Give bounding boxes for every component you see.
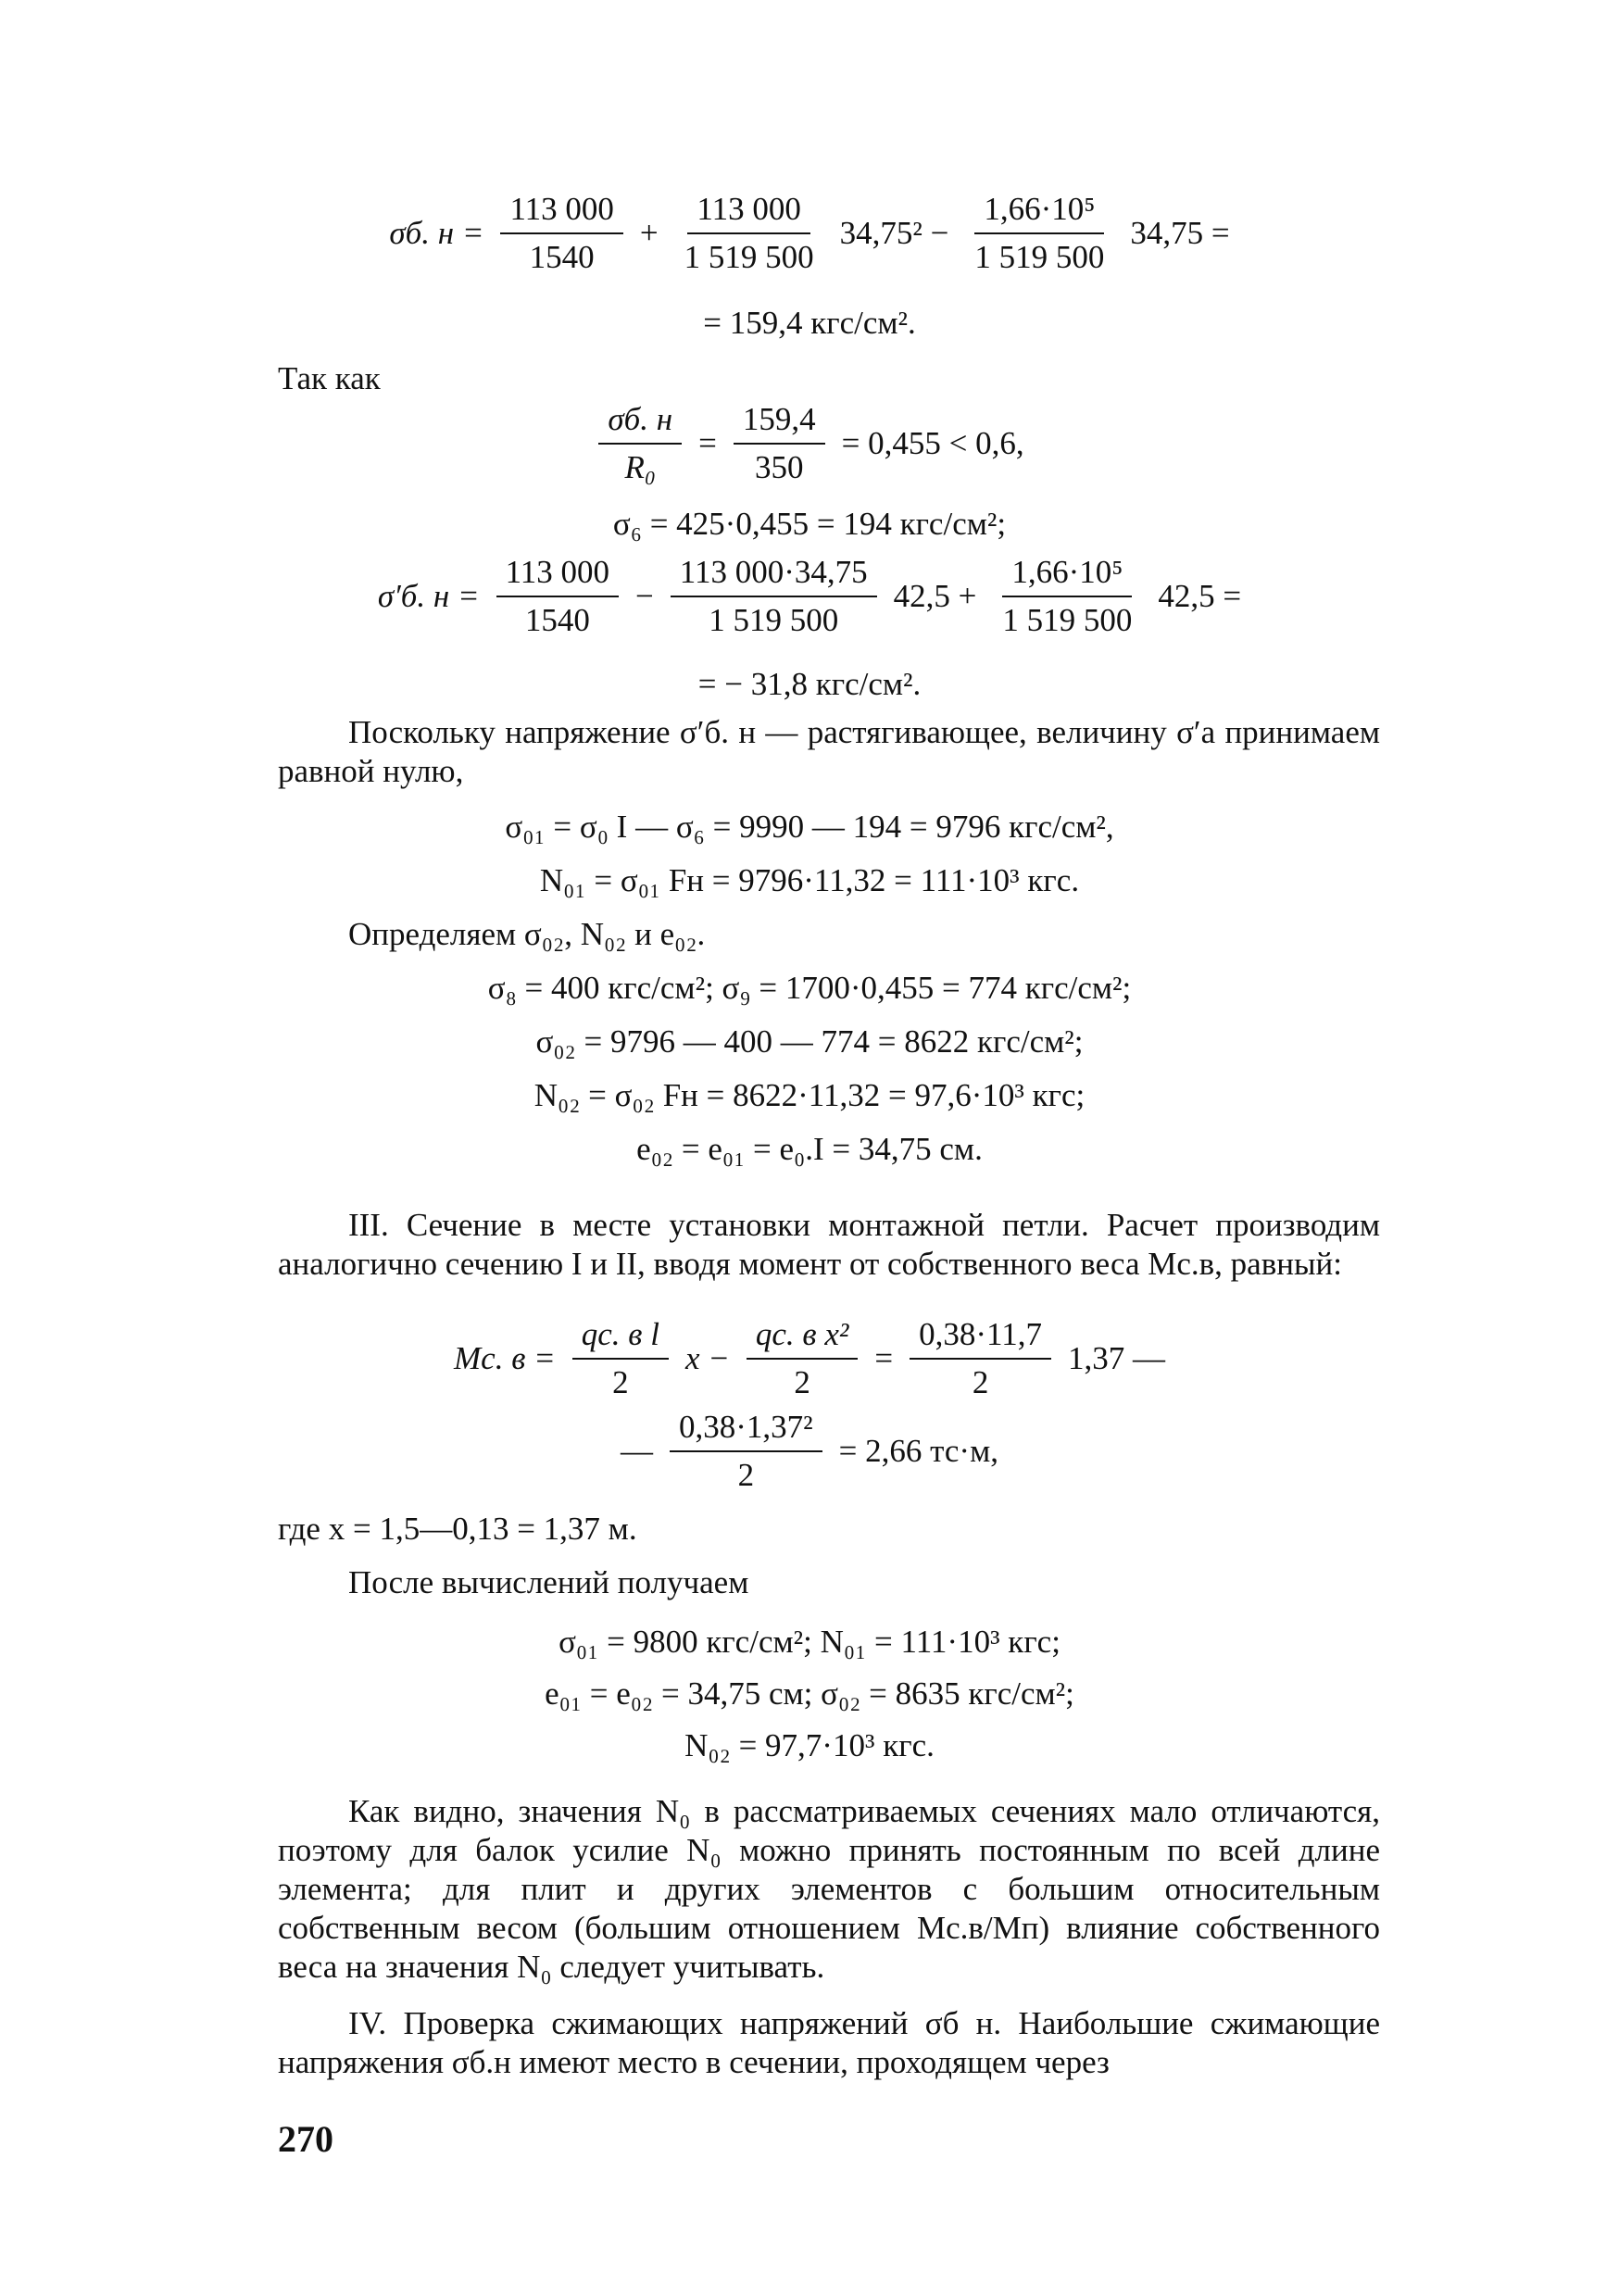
denominator: 1540 <box>524 602 590 638</box>
fraction <box>993 553 1141 640</box>
denominator: 2 <box>612 1364 629 1400</box>
equation-Msv-line2 <box>0 1408 1619 1495</box>
fraction <box>675 190 823 277</box>
numerator: qс. в l <box>572 1315 669 1360</box>
multiplier: 42,5 + <box>893 578 977 614</box>
numerator: 1,66·10⁵ <box>1002 553 1132 597</box>
numerator: 113 000 <box>687 190 810 234</box>
fraction <box>496 553 619 640</box>
equation-term: x − <box>684 1340 730 1376</box>
equation-result: = − 31,8 кгс/см². <box>697 666 922 702</box>
text-after-calc: После вычислений получаем <box>348 1564 749 1600</box>
denominator: 1 519 500 <box>709 602 839 638</box>
text-determine: Определяем σ₀₂, N₀₂ и e₀₂. <box>348 916 706 952</box>
numerator: 0,38·11,7 <box>910 1315 1051 1360</box>
operator: − <box>635 578 654 614</box>
operator: = <box>698 425 717 461</box>
paragraph-conclusion: Как видно, значения N₀ в рассматриваемых сечениях мало отличаются, поэтому для балок усилие N₀ можно принять постоянным по всей длине элемента; для плит и других элементов с большим относительным собственным весом (большим отношением Mс.в/Mп) влияние собственного веса на значения N₀ следует учитывать. <box>278 1793 1380 1985</box>
equation-result: = 159,4 кгс/см². <box>703 305 916 341</box>
numerator: 113 000 <box>500 190 622 234</box>
fraction <box>670 1408 822 1495</box>
denominator: 2 <box>737 1457 755 1493</box>
multiplier: 34,75 = <box>1130 215 1230 251</box>
page-number: 270 <box>278 2118 333 2160</box>
equation-sigma-bn-prime <box>0 553 1619 640</box>
equation-Msv <box>0 1315 1619 1402</box>
fraction <box>965 190 1113 277</box>
fraction <box>747 1315 859 1402</box>
denominator: 1 519 500 <box>684 239 814 275</box>
text-tak-kak: Так как <box>278 360 381 396</box>
denominator: 350 <box>755 449 804 485</box>
operator: — <box>621 1433 654 1469</box>
text-where-x: где x = 1,5—0,13 = 1,37 м. <box>278 1511 637 1547</box>
fraction <box>598 400 682 487</box>
equation-sigma02: σ₀₂ = 9796 — 400 — 774 = 8622 кгс/см²; <box>535 1023 1084 1060</box>
operator: = <box>874 1340 894 1376</box>
paragraph-section-IV: IV. Проверка сжимающих напряжений σб н. Наибольшие сжимающие напряжения σб.н имеют место в сечении, проходящем через <box>278 2005 1380 2080</box>
equation-sigma6: σ₆ = 425·0,455 = 194 кгс/см²; <box>612 506 1007 542</box>
equation-N01: N₀₁ = σ₀₁ Fн = 9796·11,32 = 111·10³ кгс. <box>539 862 1080 898</box>
numerator: qс. в x² <box>747 1315 859 1360</box>
equation-rest: = 0,455 < 0,6, <box>841 425 1024 461</box>
numerator: σб. н <box>598 400 682 445</box>
denominator: R₀ <box>624 449 657 485</box>
fraction <box>671 553 877 640</box>
numerator: 159,4 <box>734 400 825 445</box>
numerator: 113 000·34,75 <box>671 553 877 597</box>
equation-N02: N₀₂ = σ₀₂ Fн = 8622·11,32 = 97,6·10³ кгс; <box>533 1077 1086 1113</box>
fraction <box>910 1315 1051 1402</box>
fraction <box>572 1315 669 1402</box>
equation-term: 1,37 — <box>1068 1340 1165 1376</box>
denominator: 1 519 500 <box>974 239 1105 275</box>
fraction <box>734 400 825 487</box>
equation-lhs: σб. н = <box>389 215 484 251</box>
multiplier: 34,75² − <box>839 215 949 251</box>
equation-results-3: N₀₂ = 97,7·10³ кгс. <box>684 1727 935 1763</box>
denominator: 1540 <box>529 239 595 275</box>
numerator: 1,66·10⁵ <box>974 190 1104 234</box>
numerator: 113 000 <box>496 553 619 597</box>
denominator: 2 <box>972 1364 989 1400</box>
numerator: 0,38·1,37² <box>670 1408 822 1452</box>
equation-results-1: σ₀₁ = 9800 кгс/см²; N₀₁ = 111·10³ кгс; <box>558 1624 1061 1660</box>
equation-results-2: e₀₁ = e₀₂ = 34,75 см; σ₀₂ = 8635 кгс/см²; <box>545 1675 1074 1712</box>
equation-e02: e₀₂ = e₀₁ = e₀.I = 34,75 см. <box>636 1131 983 1167</box>
equation-term: = 2,66 тс·м, <box>838 1433 998 1469</box>
denominator: 1 519 500 <box>1002 602 1133 638</box>
paragraph-section-III: III. Сечение в месте установки монтажной петли. Расчет производим аналогично сечению I и II, вводя момент от собственного веса Mс.в, равный: <box>278 1207 1380 1282</box>
equation-sigma8-9: σ₈ = 400 кгс/см²; σ₉ = 1700·0,455 = 774 кгс/см²; <box>487 970 1132 1006</box>
multiplier: 42,5 = <box>1158 578 1242 614</box>
equation-sigma-bn <box>0 190 1619 277</box>
equation-ratio <box>0 400 1619 487</box>
operator: + <box>639 215 659 251</box>
paragraph-tension: Поскольку напряжение σ′б. н — растягивающее, величину σ′а принимаем равной нулю, <box>278 714 1380 789</box>
equation-lhs: Mс. в = <box>454 1340 556 1376</box>
equation-sigma01: σ₀₁ = σ₀ I — σ₆ = 9990 — 194 = 9796 кгс/см², <box>505 809 1114 845</box>
fraction <box>500 190 622 277</box>
denominator: 2 <box>794 1364 810 1400</box>
equation-lhs: σ′б. н = <box>377 578 480 614</box>
